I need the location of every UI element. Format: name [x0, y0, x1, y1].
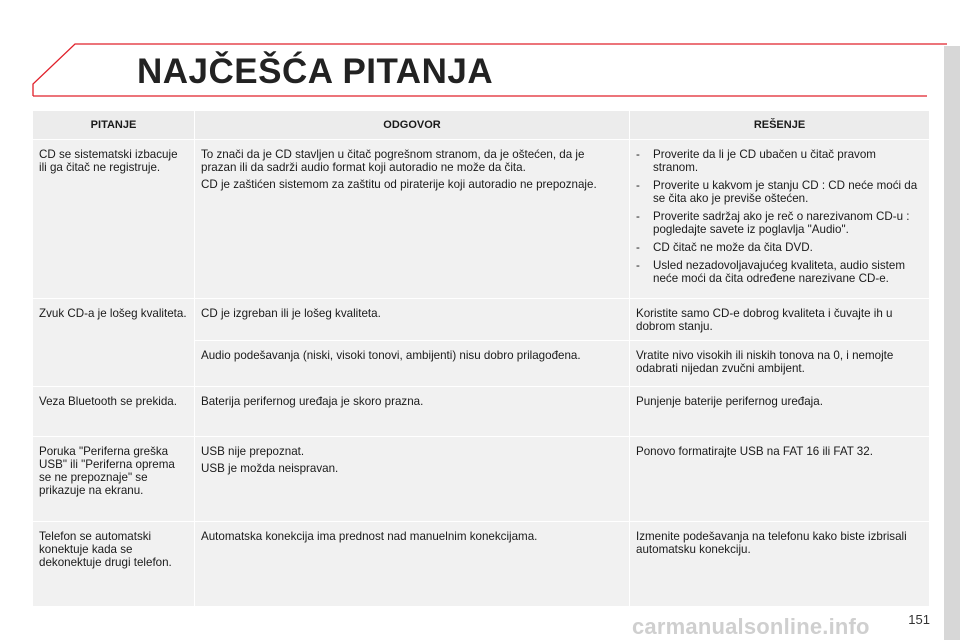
column-header-answer: ODGOVOR: [195, 111, 630, 140]
solution-cell: [630, 140, 930, 299]
answer-cell: CD je izgreban ili je lošeg kvaliteta.: [195, 299, 630, 341]
question-cell: Poruka "Periferna greška USB" ili "Periferna oprema se ne prepoznaje" se prikazuje na ekranu.: [33, 437, 195, 522]
side-margin-bar: [944, 46, 960, 640]
list-item: - CD čitač ne može da čita DVD.: [636, 241, 813, 254]
answer-cell: To znači da je CD stavljen u čitač pogrešnom stranom, da je oštećen, da je prazan ili da sadrži audio format koji autoradio ne može da čita. CD je zaštićen sistemom za zaštitu od piraterije koji autoradio ne prepoznaje.: [195, 140, 630, 299]
solution-cell: Izmenite podešavanja na telefonu kako biste izbrisali automatsku konekciju.: [630, 522, 930, 607]
watermark: carmanualsonline.info: [632, 614, 870, 639]
answer-cell: Audio podešavanja (niski, visoki tonovi, ambijenti) nisu dobro prilagođena.: [195, 341, 630, 387]
answer-cell: Baterija perifernog uređaja je skoro prazna.: [195, 387, 630, 437]
question-cell: Veza Bluetooth se prekida.: [33, 387, 195, 437]
answer-cell: USB nije prepoznat. USB je možda neispravan.: [195, 437, 630, 522]
list-item: - Proverite u kakvom je stanju CD : CD neće moći da se čita ako je previše oštećen.: [636, 179, 918, 205]
table-row: [33, 437, 930, 522]
solution-cell: Vratite nivo visokih ili niskih tonova na 0, i nemojte odabrati nijedan zvučni ambijent.: [630, 341, 930, 387]
table-header-row: [33, 111, 930, 140]
page-number: 151: [908, 612, 930, 627]
solution-list: [636, 148, 923, 285]
faq-table: [32, 110, 930, 607]
page-title: NAJČEŠĆA PITANJA: [137, 52, 494, 91]
answer-cell: Automatska konekcija ima prednost nad manuelnim konekcijama.: [195, 522, 630, 607]
question-cell: Zvuk CD-a je lošeg kvaliteta.: [33, 299, 195, 387]
list-item: - Usled nezadovoljavajućeg kvaliteta, audio sistem neće moći da čita određene narezivane CD-e.: [636, 259, 905, 285]
list-item: - Proverite sadržaj ako je reč o narezivanom CD-u : pogledajte savete iz poglavlja "Audio".: [636, 210, 910, 236]
solution-cell: Ponovo formatirajte USB na FAT 16 ili FAT 32.: [630, 437, 930, 522]
list-item: - Proverite da li je CD ubačen u čitač pravom stranom.: [636, 148, 876, 174]
table-row: [33, 387, 930, 437]
column-header-solution: REŠENJE: [630, 111, 930, 140]
solution-cell: Punjenje baterije perifernog uređaja.: [630, 387, 930, 437]
solution-cell: Koristite samo CD-e dobrog kvaliteta i čuvajte ih u dobrom stanju.: [630, 299, 930, 341]
table-row: [33, 299, 930, 341]
table-row: [33, 140, 930, 299]
question-cell: CD se sistematski izbacuje ili ga čitač ne registruje.: [33, 140, 195, 299]
question-cell: Telefon se automatski konektuje kada se dekonektuje drugi telefon.: [33, 522, 195, 607]
table-row: [33, 522, 930, 607]
column-header-question: PITANJE: [33, 111, 195, 140]
